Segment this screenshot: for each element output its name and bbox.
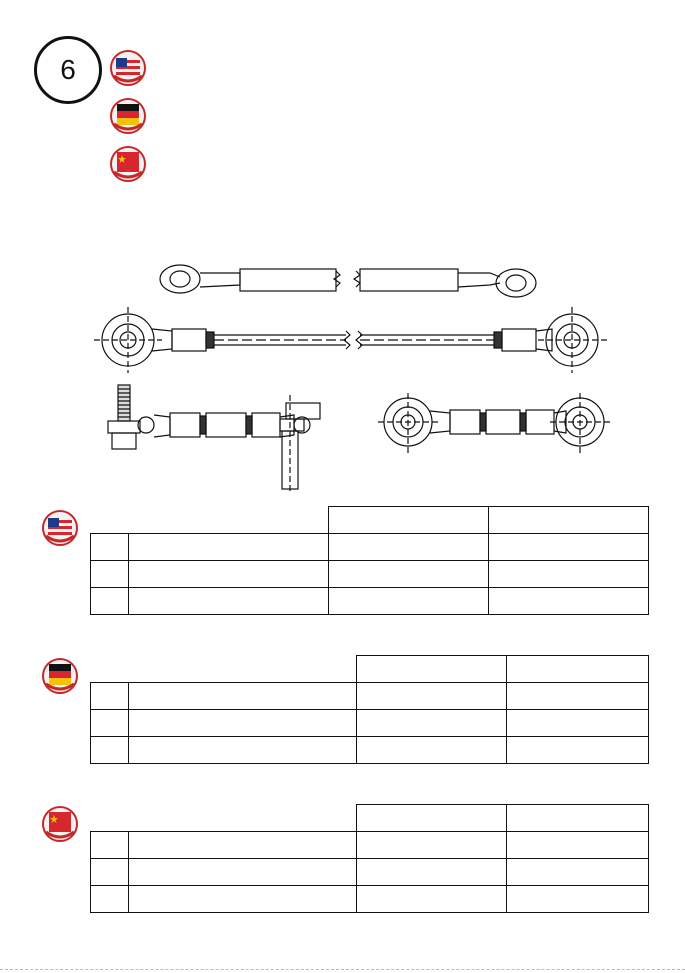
table-cell (91, 534, 129, 561)
table-row (91, 710, 649, 737)
table-cell (329, 561, 489, 588)
table-cell (357, 805, 507, 832)
china-flag-icon (110, 146, 146, 182)
parts-table-germany (90, 655, 649, 764)
table-cell (507, 832, 649, 859)
table-cell (91, 561, 129, 588)
parts-table-china (90, 804, 649, 913)
table-header-row (91, 805, 649, 832)
germany-flag-icon (110, 98, 146, 134)
table-cell (507, 886, 649, 913)
table-cell (489, 507, 649, 534)
page-cut-line (0, 969, 685, 970)
table-cell (91, 886, 129, 913)
table-row (91, 737, 649, 764)
table-cell (329, 507, 489, 534)
stud-link-drawing (108, 385, 320, 493)
table-cell (357, 737, 507, 764)
table-row (91, 561, 649, 588)
table-row (91, 886, 649, 913)
table-cell (507, 737, 649, 764)
table-cell (129, 710, 357, 737)
step-number-badge (34, 36, 102, 104)
table-cell (507, 710, 649, 737)
table-row (91, 534, 649, 561)
parts-table-us (90, 506, 649, 615)
table-cell (357, 886, 507, 913)
table-cell (129, 534, 329, 561)
table-header-row (91, 507, 649, 534)
table-china-flag-icon (42, 806, 78, 842)
table-row (91, 683, 649, 710)
table-cell (329, 534, 489, 561)
table-header-row (91, 656, 649, 683)
table-cell (91, 859, 129, 886)
table-us-flag-icon (42, 510, 78, 546)
table-row (91, 832, 649, 859)
table-cell (489, 561, 649, 588)
table-cell (489, 588, 649, 615)
table-germany-flag-icon (42, 658, 78, 694)
table-cell (91, 683, 129, 710)
flat-strap-drawing (160, 265, 536, 297)
table-cell (91, 805, 129, 832)
table-cell (129, 656, 357, 683)
table-cell (507, 656, 649, 683)
table-cell (129, 737, 357, 764)
table-row (91, 859, 649, 886)
table-cell (129, 859, 357, 886)
table-cell (91, 588, 129, 615)
us-flag-icon (110, 50, 146, 86)
table-cell (357, 859, 507, 886)
table-cell (129, 805, 357, 832)
table-cell (357, 832, 507, 859)
table-cell (357, 710, 507, 737)
table-cell (91, 832, 129, 859)
step-number: 6 (60, 54, 76, 85)
table-cell (129, 561, 329, 588)
table-cell (91, 710, 129, 737)
table-cell (129, 507, 329, 534)
table-cell (91, 656, 129, 683)
table-cell (129, 886, 357, 913)
table-cell (507, 683, 649, 710)
table-cell (357, 656, 507, 683)
table-cell (507, 859, 649, 886)
double-bearing-link-drawing (378, 393, 610, 453)
link-rod-technical-drawing (90, 255, 630, 495)
table-cell (489, 534, 649, 561)
table-cell (357, 683, 507, 710)
table-cell (129, 683, 357, 710)
table-cell (91, 737, 129, 764)
table-cell (91, 507, 129, 534)
table-row (91, 588, 649, 615)
table-cell (129, 832, 357, 859)
table-cell (129, 588, 329, 615)
table-cell (329, 588, 489, 615)
table-cell (507, 805, 649, 832)
long-rod-drawing (94, 307, 608, 373)
